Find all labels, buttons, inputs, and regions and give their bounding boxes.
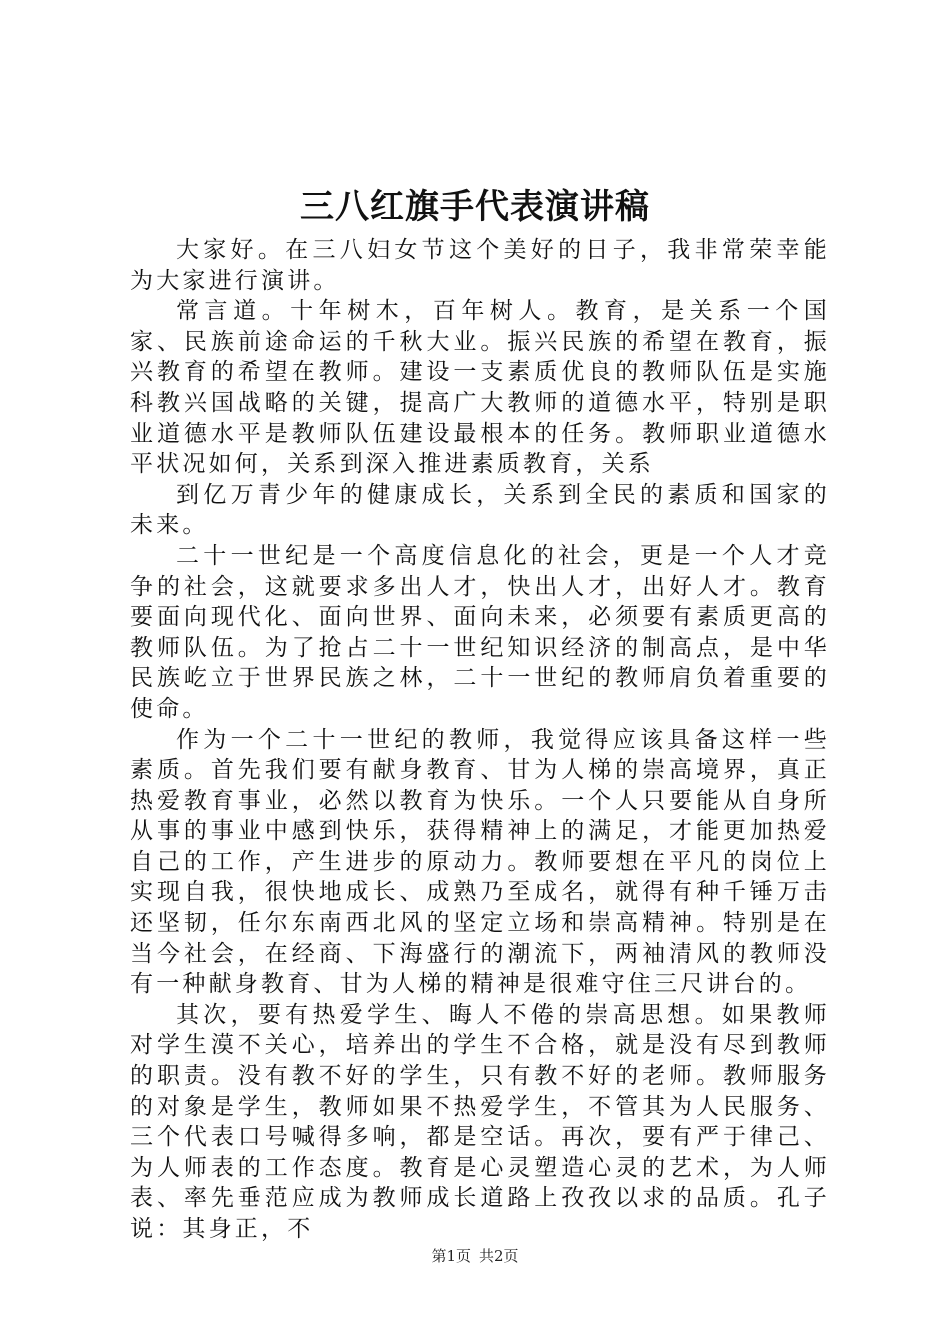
document-title: 三八红旗手代表演讲稿 xyxy=(300,187,650,227)
page-total: 共2页 xyxy=(479,1247,519,1265)
page-number: 第1页 xyxy=(431,1247,471,1265)
paragraph-21st-century: 二十一世纪是一个高度信息化的社会，更是一个人才竞争的社会，这就要求多出人才，快出人才，出好人才。教育要面向现代化、面向世界、面向未来，必须要有素质更高的教师队伍。为了抢占二十一世纪知识经济的制高点，是中华民族屹立于世界民族之林，二十一世纪的教师肩负着重要的使命。 xyxy=(130,542,830,722)
page-footer xyxy=(0,1246,950,1266)
paragraph-teacher-ethics: 常言道。十年树木，百年树人。教育，是关系一个国家、民族前途命运的千秋大业。振兴民族的希望在教育，振兴教育的希望在教师。建设一支素质优良的教师队伍是实施科教兴国战略的关键，提高广大教师的道德水平，特别是职业道德水平是教师队伍建设最根本的任务。教师职业道德水平状况如何，关系到深入推进素质教育，关系 xyxy=(130,298,830,478)
paragraph-qualities: 作为一个二十一世纪的教师，我觉得应该具备这样一些素质。首先我们要有献身教育、甘为人梯的崇高境界，真正热爱教育事业，必然以教育为快乐。一个人只要能从自身所从事的事业中感到快乐，获得精神上的满足，才能更加热爱自己的工作，产生进步的原动力。教师要想在平凡的岗位上实现自我，很快地成长、成熟乃至成名，就得有种千锤万击还坚韧，任尔东南西北风的坚定立场和崇高精神。特别是在当今社会，在经商、下海盛行的潮流下，两袖清风的教师没有一种献身教育、甘为人梯的精神是很难守住三尺讲台的。 xyxy=(130,726,830,998)
paragraph-love-students: 其次，要有热爱学生、晦人不倦的崇高思想。如果教师对学生漠不关心，培养出的学生不合格，就是没有尽到教师的职责。没有教不好的学生，只有教不好的老师。教师服务的对象是学生，教师如果不热爱学生，不管其为人民服务、三个代表口号喊得多响，都是空话。再次，要有严于律己、为人师表的工作态度。教育是心灵塑造心灵的艺术，为人师表、率先垂范应成为教师成长道路上孜孜以求的品质。孔子说：其身正，不 xyxy=(130,1001,830,1242)
paragraph-greeting: 大家好。在三八妇女节这个美好的日子，我非常荣幸能为大家进行演讲。 xyxy=(130,237,830,294)
document-body xyxy=(130,235,830,1245)
paragraph-youth-growth: 到亿万青少年的健康成长，关系到全民的素质和国家的未来。 xyxy=(130,481,830,539)
